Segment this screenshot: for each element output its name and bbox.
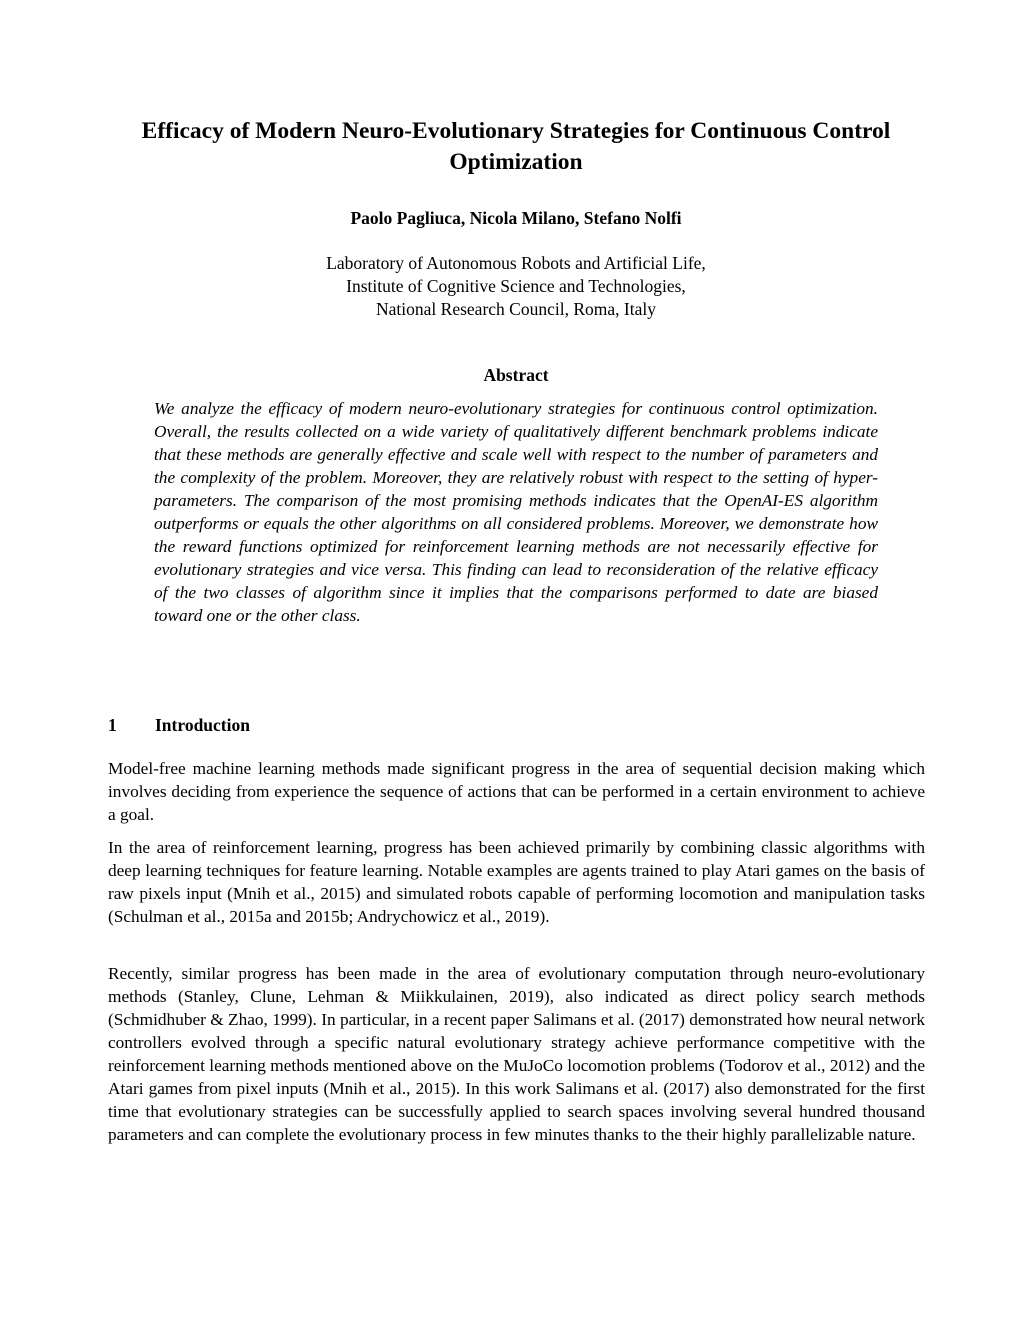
affiliation-block	[100, 252, 932, 321]
section-heading	[108, 714, 250, 736]
body-paragraph: In the area of reinforcement learning, progress has been achieved primarily by combining classic algorithms with deep learning techniques for feature learning. Notable examples are agents trained to play Atari games on the basis of raw pixels input (Mnih et al., 2015) and simulated robots capable of performing locomotion and manipulation tasks (Schulman et al., 2015a and 2015b; Andrychowicz et al., 2019).	[108, 838, 925, 926]
author-list: Paolo Pagliuca, Nicola Milano, Stefano Nolfi	[350, 208, 682, 228]
affiliation-line: Institute of Cognitive Science and Technologies,	[346, 276, 686, 296]
section-number: 1	[108, 715, 117, 735]
affiliation-line: National Research Council, Roma, Italy	[376, 299, 656, 319]
abstract-heading: Abstract	[483, 365, 549, 385]
body-paragraph: Recently, similar progress has been made in the area of evolutionary computation through neuro-evolutionary methods (Stanley, Clune, Lehman & Miikkulainen, 2019), also indicated as direct policy search methods (Schmidhuber & Zhao, 1999). In particular, in a recent paper Salimans et al. (2017) demonstrated how neural network controllers evolved through a specific natural evolutionary strategy achieve performance competitive with the reinforcement learning methods mentioned above on the MuJoCo locomotion problems (Todorov et al., 2012) and the Atari games from pixel inputs (Mnih et al., 2015). In this work Salimans et al. (2017) also demonstrated for the first time that evolutionary strategies can be successfully applied to search spaces involving several hundred thousand parameters and can complete the evolutionary process in few minutes thanks to the their highly parallelizable nature.	[108, 964, 925, 1144]
affiliation-line: Laboratory of Autonomous Robots and Artificial Life,	[326, 253, 706, 273]
body-paragraph: Model-free machine learning methods made significant progress in the area of sequential decision making which involves deciding from experience the sequence of actions that can be performed in a certain environment to achieve a goal.	[108, 759, 925, 824]
abstract-text: We analyze the efficacy of modern neuro-evolutionary strategies for continuous control optimization. Overall, the results collected on a wide variety of qualitatively different benchmark problems indicate that these methods are generally effective and scale well with respect to the number of parameters and the complexity of the problem. Moreover, they are relatively robust with respect to the setting of hyper-parameters. The comparison of the most promising methods indicates that the OpenAI-ES algorithm outperforms or equals the other algorithms on all considered problems. Moreover, we demonstrate how the reward functions optimized for reinforcement learning methods are not necessarily effective for evolutionary strategies and vice versa. This finding can lead to reconsideration of the relative efficacy of the two classes of algorithm since it implies that the comparisons performed to date are biased toward one or the other class.	[154, 399, 878, 625]
section-title: Introduction	[155, 715, 250, 735]
paper-title: Efficacy of Modern Neuro-Evolutionary Strategies for Continuous Control Optimization	[141, 118, 891, 175]
